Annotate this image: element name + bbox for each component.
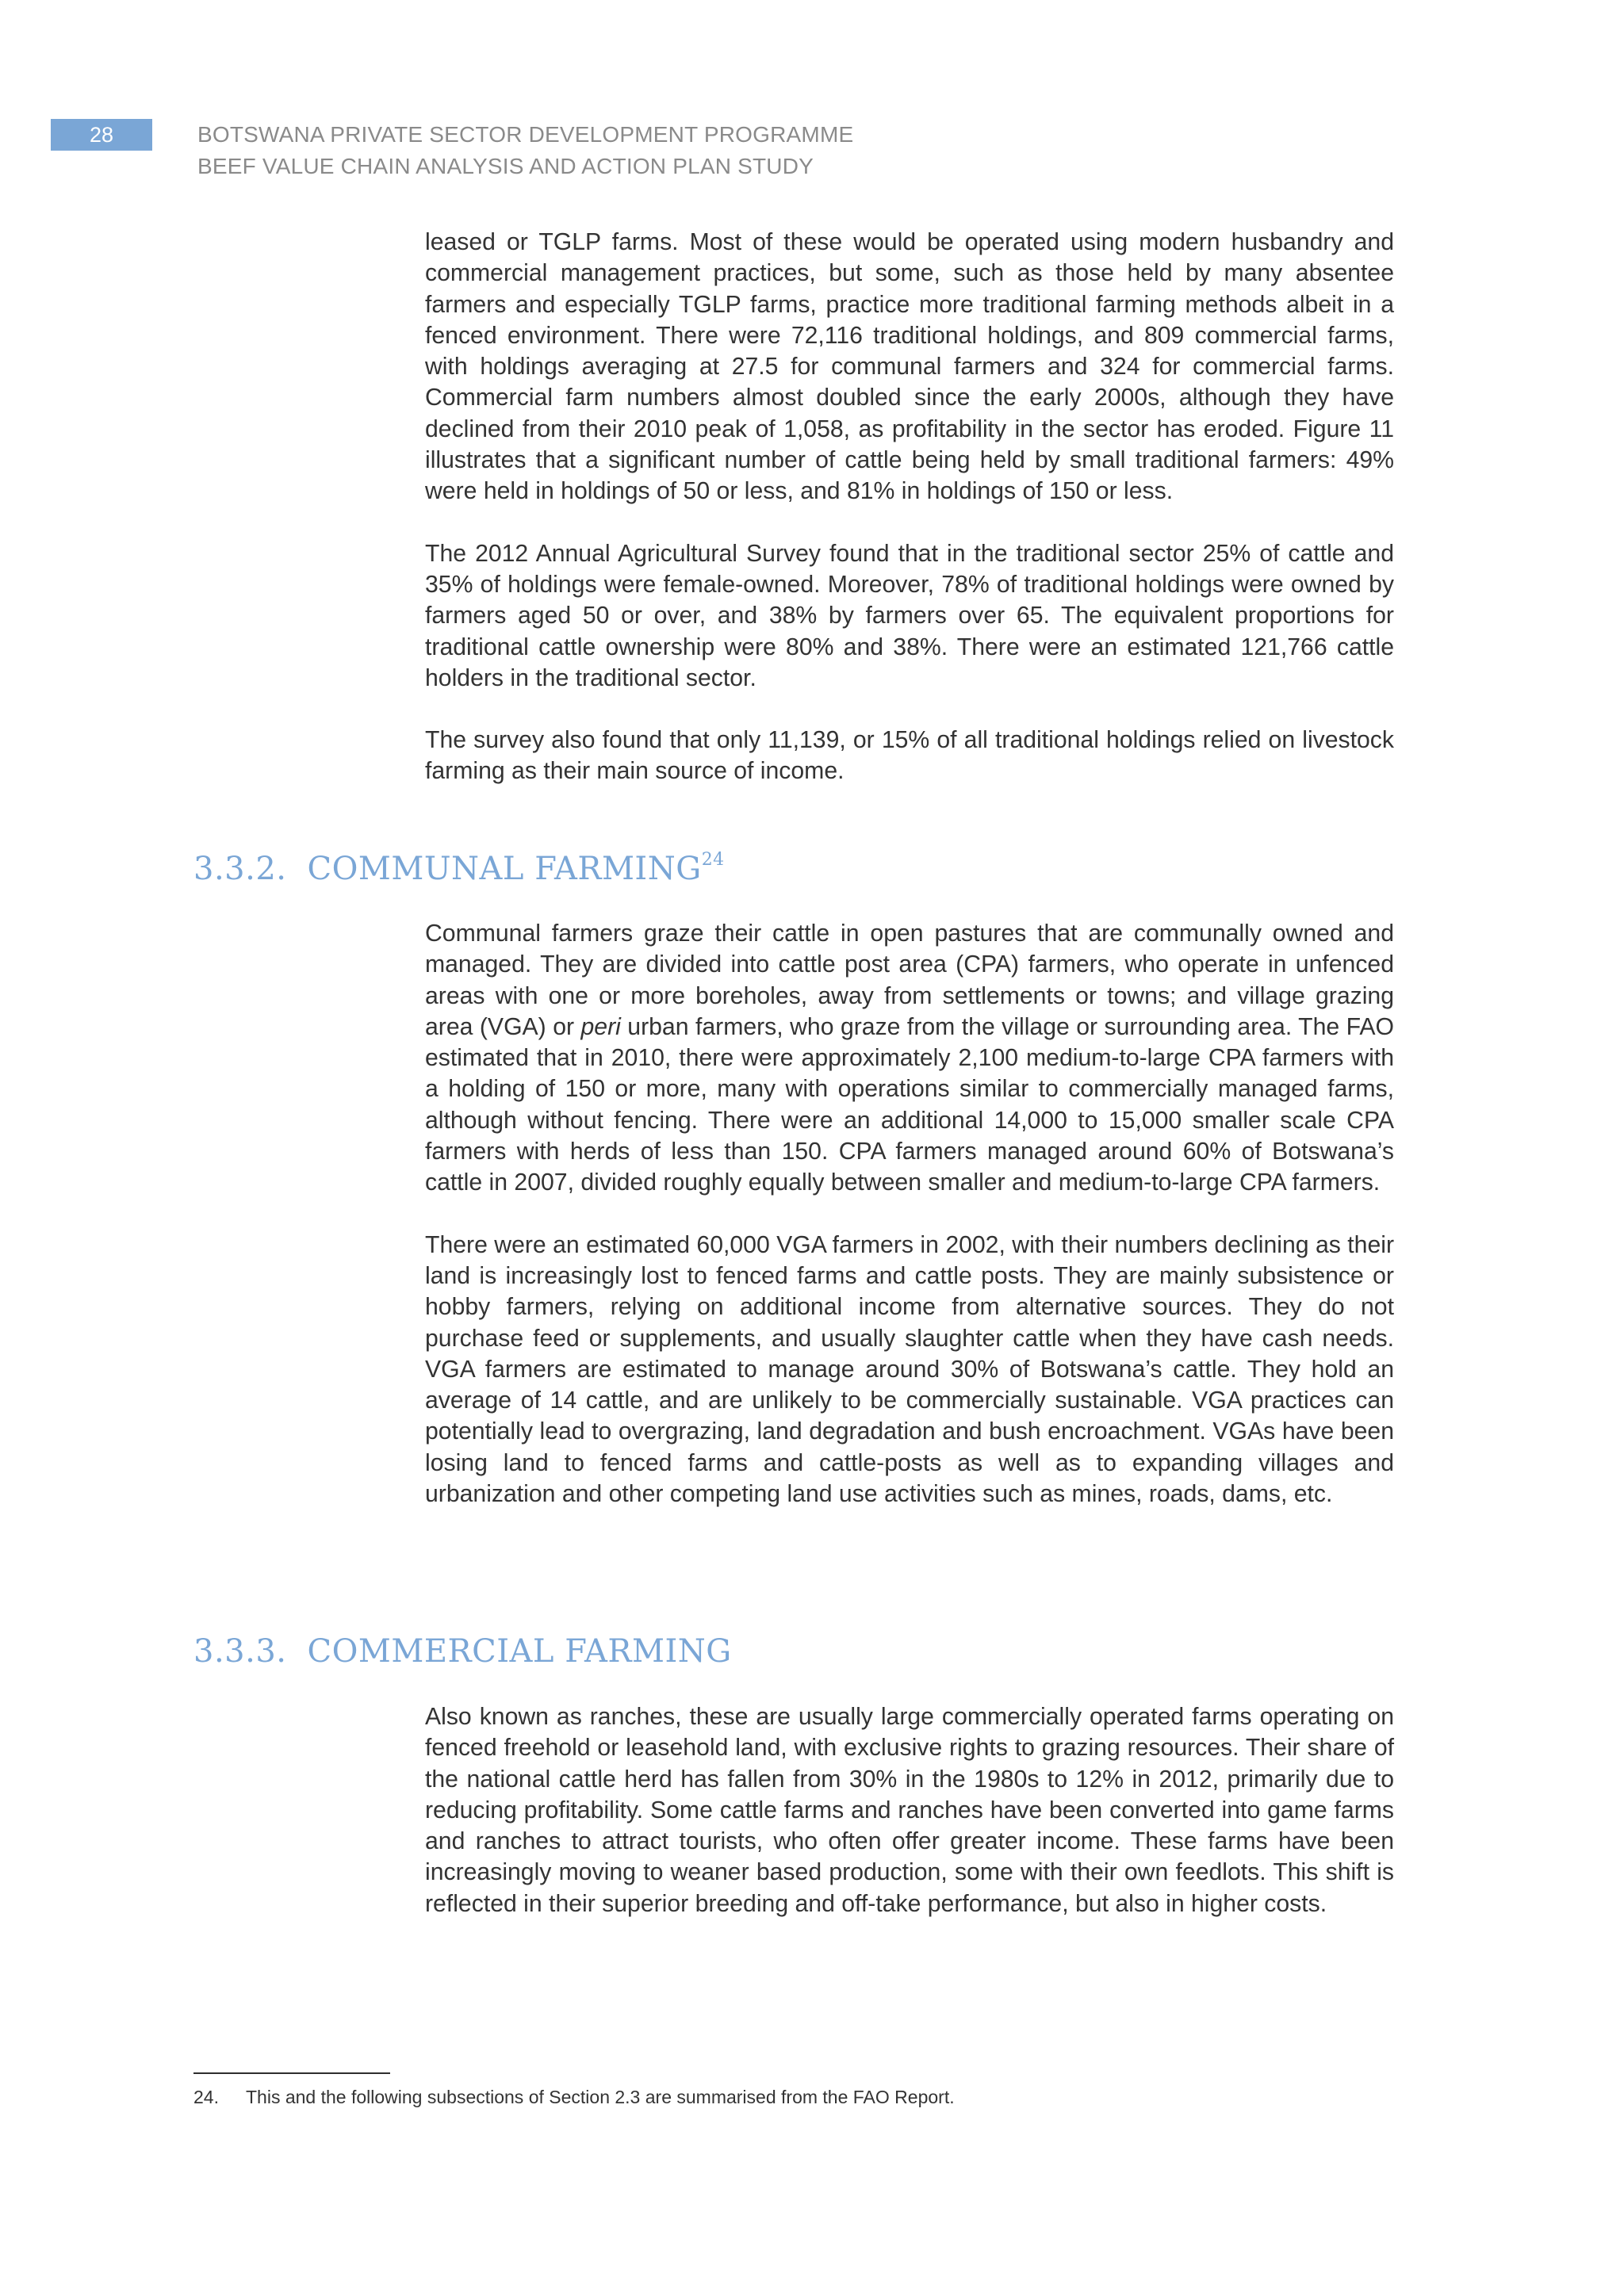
text-run: urban farmers, who graze from the village or surrounding area. The FAO estimated that in 2010, there were approximately 2,100 medium-to-large CPA farmers with a holding of 150 or more, many with operations similar to commercially managed farms, although without fencing. There were an additional 14,000 to 15,000 smaller scale CPA farmers with herds of less than 150. CPA farmers managed around 60% of Botswana’s cattle in 2007, divided roughly equally between smaller and medium-to-large CPA farmers. <box>425 1013 1394 1196</box>
section-number: 3.3.2. <box>193 851 287 887</box>
running-header <box>197 119 853 182</box>
section-title: COMMERCIAL FARMING <box>307 1633 732 1670</box>
footnote-text: This and the following subsections of Section 2.3 are summarised from the FAO Report. <box>246 2087 955 2107</box>
intro-text <box>425 227 1394 787</box>
page-number: 28 <box>51 119 152 151</box>
section-heading-communal <box>193 850 725 887</box>
section-title: COMMUNAL FARMING <box>307 851 702 887</box>
section-heading-commercial <box>193 1633 732 1670</box>
header-line-2: BEEF VALUE CHAIN ANALYSIS AND ACTION PLAN STUDY <box>197 154 814 178</box>
commercial-text <box>425 1701 1394 1919</box>
intro-paragraph-3: The survey also found that only 11,139, or 15% of all traditional holdings relied on livestock farming as their main source of income. <box>425 727 1394 785</box>
commercial-paragraph-1: Also known as ranches, these are usually large commercially operated farms operating on fenced freehold or leasehold land, with exclusive rights to grazing resources. Their share of the national cattle herd has fallen from 30% in the 1980s to 12% in 2012, primarily due to reducing profitability. Some cattle farms and ranches have been converted into game farms and ranches to attract tourists, who often offer greater income. These farms have been increasingly moving to weaner based production, some with their own feedlots. This shift is reflected in their superior breeding and off-take performance, but also in higher costs. <box>425 1704 1394 1917</box>
footnote-ref: 24 <box>701 850 725 870</box>
intro-paragraph-1: leased or TGLP farms. Most of these would be operated using modern husbandry and commercial management practices, but some, such as those held by many absentee farmers and especially TGLP farms, practice more traditional farming methods albeit in a fenced environment. There were 72,116 traditional holdings, and 809 commercial farms, with holdings averaging at 27.5 for communal farmers and 324 for commercial farms. Commercial farm numbers almost doubled since the early 2000s, although they have declined from their 2010 peak of 1,058, as profitability in the sector has eroded. Figure 11 illustrates that a significant number of cattle being held by small traditional farmers: 49% were held in holdings of 50 or less, and 81% in holdings of 150 or less. <box>425 229 1394 505</box>
intro-paragraph-2: The 2012 Annual Agricultural Survey found that in the traditional sector 25% of cattle and 35% of holdings were female-owned. Moreover, 78% of traditional holdings were owned by farmers aged 50 or over, and 38% by farmers over 65. The equivalent proportions for traditional cattle ownership were 80% and 38%. There were an estimated 121,766 cattle holders in the traditional sector. <box>425 540 1394 691</box>
communal-paragraph-2: There were an estimated 60,000 VGA farmers in 2002, with their numbers declining as their land is increasingly lost to fenced farms and cattle posts. They are mainly subsistence or hobby farmers, relying on additional income from alternative sources. They do not purchase feed or supplements, and usually slaughter cattle when they have cash needs. VGA farmers are estimated to manage around 30% of Botswana’s cattle. They hold an average of 14 cattle, and are unlikely to be commercially sustainable. VGA practices can potentially lead to overgrazing, land degradation and bush encroachment. VGAs have been losing land to fenced farms and cattle-posts as well as to expanding villages and urbanization and other competing land use activities such as mines, roads, dams, etc. <box>425 1231 1394 1508</box>
footnote <box>193 2084 955 2110</box>
header-line-1: BOTSWANA PRIVATE SECTOR DEVELOPMENT PROGRAMME <box>197 122 854 147</box>
italic-term: peri <box>580 1013 621 1040</box>
footnote-number: 24. <box>193 2087 219 2107</box>
text-run: Communal farmers graze their cattle in open pastures that are communally owned and managed. They are divided into cattle post area (CPA) farmers, who operate in unfenced areas with one or more boreholes, away from settlements or towns; and village grazing area (VGA) or <box>425 920 1394 1040</box>
communal-text <box>425 918 1394 1510</box>
communal-paragraph-1 <box>425 918 1394 1199</box>
section-number: 3.3.3. <box>193 1633 287 1670</box>
footnote-divider <box>193 2072 390 2074</box>
